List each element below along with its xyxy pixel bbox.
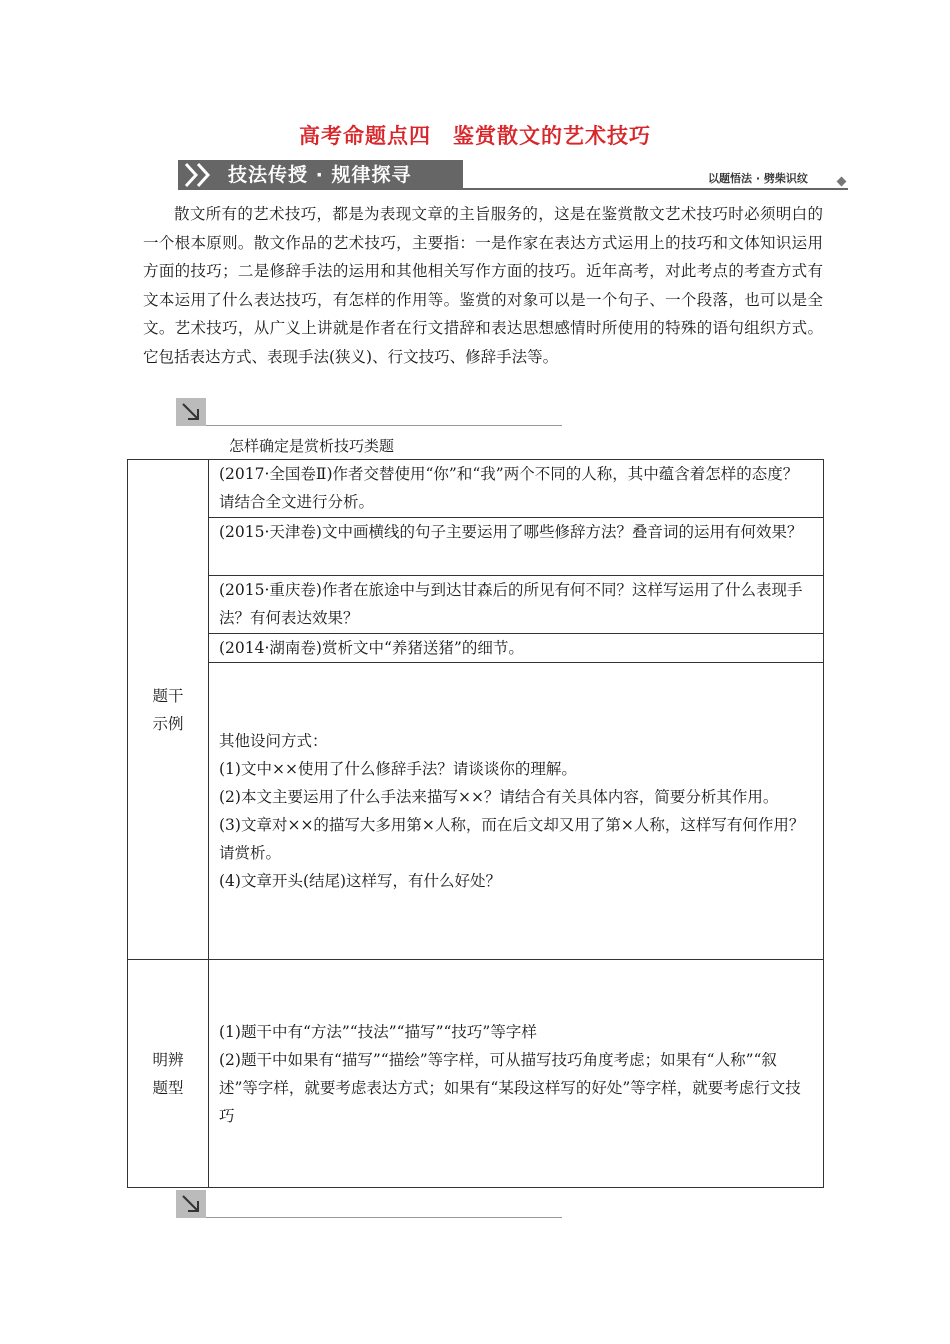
example-row: (2015·天津卷)文中画横线的句子主要运用了哪些修辞方法？叠音词的运用有何效果？ (209, 518, 824, 576)
diamond-icon (837, 177, 847, 187)
other-item: (3)文章对××的描写大多用第×人称，而在后文却又用了第×人称，这样写有何作用？请赏析。 (219, 816, 805, 862)
arrow-down-right-icon (176, 1190, 206, 1218)
identify-question-type (209, 960, 824, 1188)
intro-paragraph: 散文所有的艺术技巧，都是为表现文章的主旨服务的，这是在鉴赏散文艺术技巧时必须明白的一个根本原则。散文作品的艺术技巧，主要指：一是作家在表达方式运用上的技巧和文体知识运用方面的技巧；二是修辞手法的运用和其他相关写作方面的技巧。近年高考，对此考点的考查方式有文本运用了什么表达技巧，有怎样的作用等。鉴赏的对象可以是一个句子、一个段落，也可以是全文。艺术技巧，从广义上讲就是作者在行文措辞和表达思想感情时所使用的特殊的语句组织方式。它包括表达方式、表现手法(狭义)、行文技巧、修辞手法等。 (143, 205, 823, 366)
page-title: 高考命题点四 鉴赏散文的艺术技巧 (299, 124, 651, 148)
row-label-examples: 题干 示例 (128, 460, 209, 960)
other-heading: 其他设问方式： (219, 732, 328, 750)
question-type-table (127, 459, 824, 1188)
row-label-identify: 明辨 题型 (128, 960, 209, 1188)
example-row: (2015·重庆卷)作者在旅途中与到达甘森后的所见有何不同？这样写运用了什么表现手法？有何表达效果？ (209, 576, 824, 634)
other-item: (1)文中××使用了什么修辞手法？请谈谈你的理解。 (219, 760, 577, 778)
other-item: (4)文章开头(结尾)这样写，有什么好处？ (219, 872, 502, 890)
banner-right-text: 以题悟法 · 劈柴识纹 (708, 172, 808, 185)
banner-text: 技法传授 · 规律探寻 (228, 164, 412, 186)
other-question-forms (209, 663, 824, 960)
identify-item: (2)题干中如果有“描写”“描绘”等字样，可从描写技巧角度考虑；如果有“人称”“叙述”等字样，就要考虑表达方式；如果有“某段这样写的好处”等字样，就要考虑行文技巧 (219, 1050, 801, 1125)
table-caption: 怎样确定是赏析技巧类题 (229, 437, 395, 455)
identify-item: (1)题干中有“方法”“技法”“描写”“技巧”等字样 (219, 1022, 537, 1041)
banner-divider (463, 188, 848, 190)
other-item: (2)本文主要运用了什么手法来描写××？请结合有关具体内容，简要分析其作用。 (219, 788, 779, 806)
chevron-double-icon (180, 160, 220, 190)
marker-divider (206, 425, 562, 426)
example-row: (2014·湖南卷)赏析文中“养猪送猪”的细节。 (209, 634, 824, 663)
example-row: (2017·全国卷Ⅱ)作者交替使用“你”和“我”两个不同的人称，其中蕴含着怎样的态度？请结合全文进行分析。 (209, 460, 824, 518)
marker-divider (206, 1217, 562, 1218)
arrow-down-right-icon (176, 398, 206, 426)
